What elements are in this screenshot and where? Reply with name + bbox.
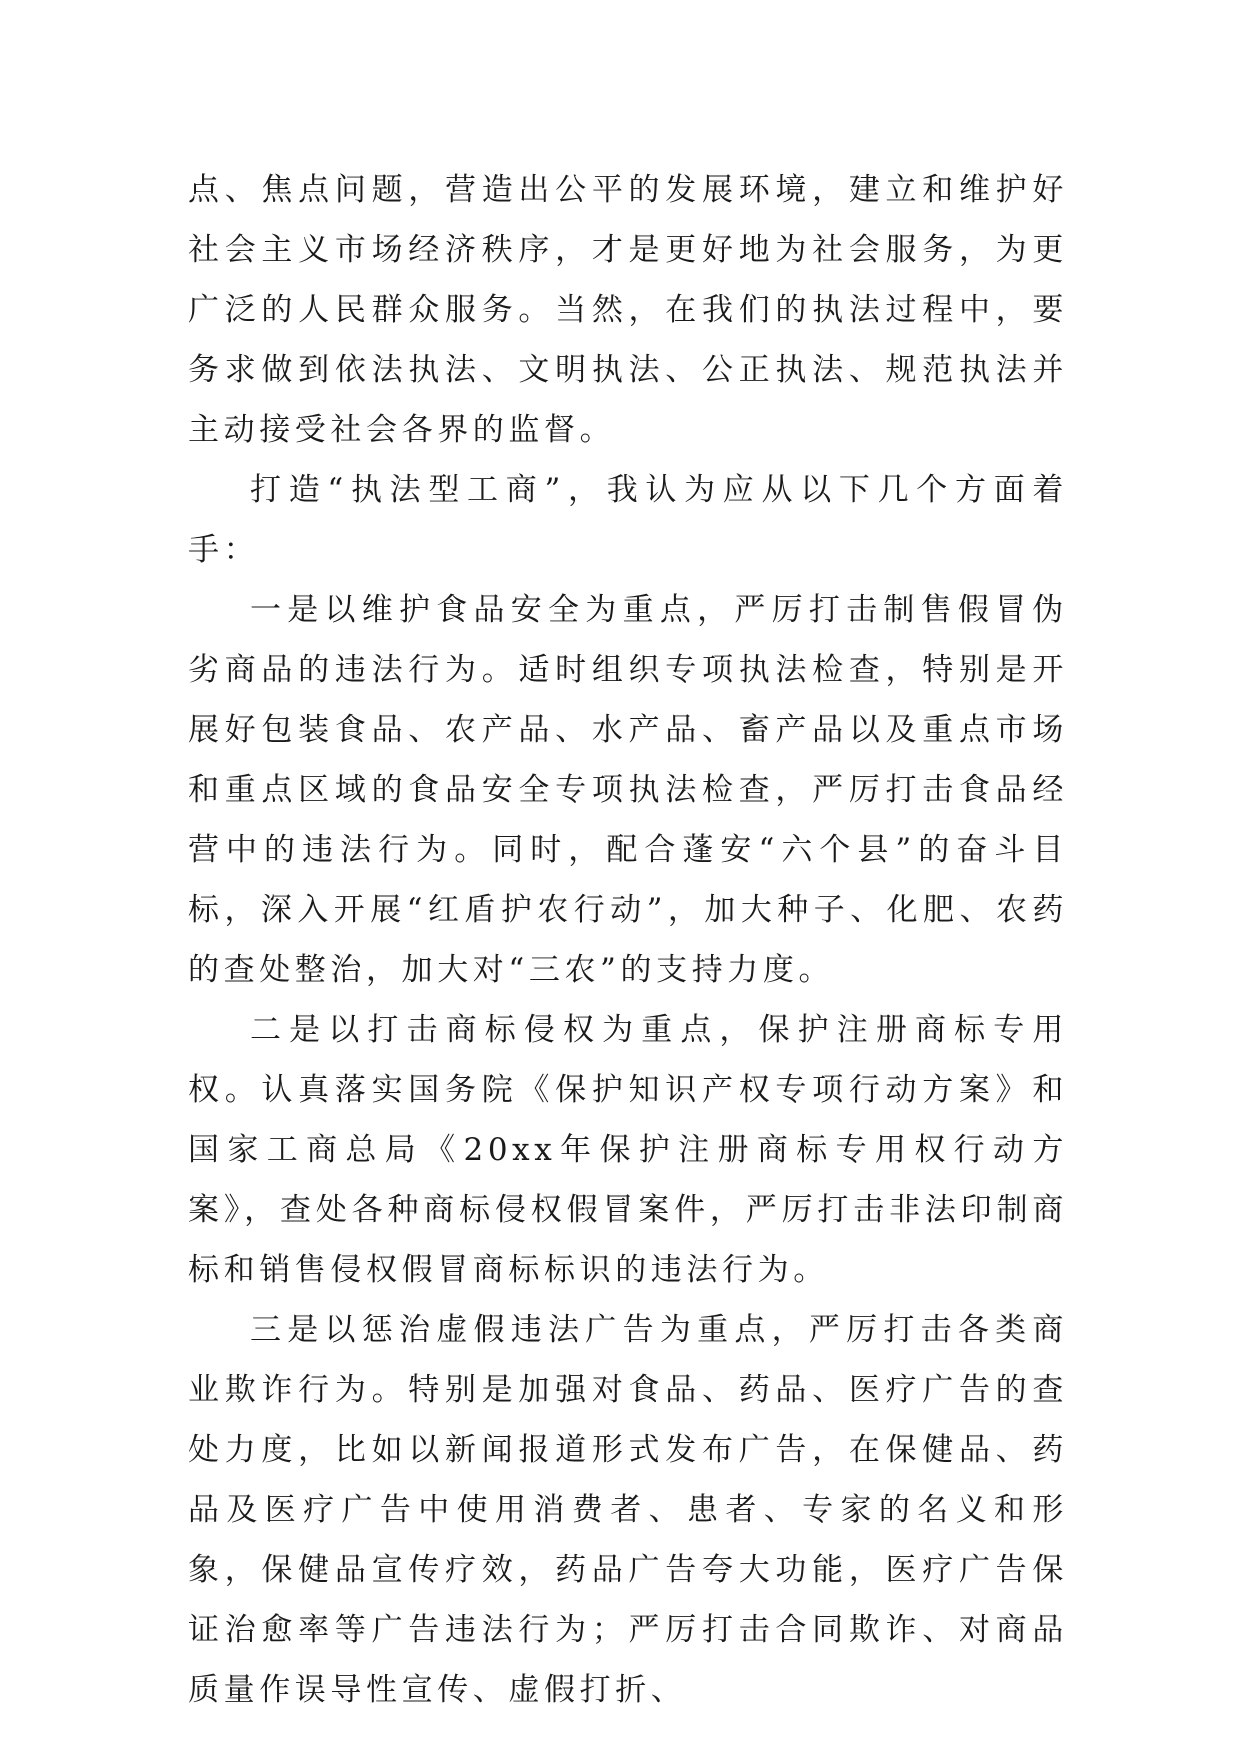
paragraph-trademark: 二是以打击商标侵权为重点，保护注册商标专用权。认真落实国务院《保护知识产权专项行动方案》和国家工商总局《20xx年保护注册商标专用权行动方案》，查处各种商标侵权假冒案件，严厉打击非法印制商标和销售侵权假冒商标标识的违法行为。 xyxy=(188,1012,1068,1288)
paragraph-continuation: 点、焦点问题，营造出公平的发展环境，建立和维护好社会主义市场经济秩序，才是更好地为社会服务，为更广泛的人民群众服务。当然，在我们的执法过程中，要务求做到依法执法、文明执法、公正执法、规范执法并主动接受社会各界的监督。 xyxy=(188,172,1068,448)
document-page xyxy=(188,160,1068,1720)
paragraph-advertising: 三是以惩治虚假违法广告为重点，严厉打击各类商业欺诈行为。特别是加强对食品、药品、医疗广告的查处力度，比如以新闻报道形式发布广告，在保健品、药品及医疗广告中使用消费者、患者、专家的名义和形象，保健品宣传疗效，药品广告夸大功能，医疗广告保证治愈率等广告违法行为；严厉打击合同欺诈、对商品质量作误导性宣传、虚假打折、 xyxy=(188,1312,1068,1708)
paragraph-intro: 打造“执法型工商”，我认为应从以下几个方面着手： xyxy=(188,472,1068,568)
paragraph-food-safety: 一是以维护食品安全为重点，严厉打击制售假冒伪劣商品的违法行为。适时组织专项执法检查，特别是开展好包装食品、农产品、水产品、畜产品以及重点市场和重点区域的食品安全专项执法检查，严厉打击食品经营中的违法行为。同时，配合蓬安“六个县”的奋斗目标，深入开展“红盾护农行动”，加大种子、化肥、农药的查处整治，加大对“三农”的支持力度。 xyxy=(188,592,1068,988)
